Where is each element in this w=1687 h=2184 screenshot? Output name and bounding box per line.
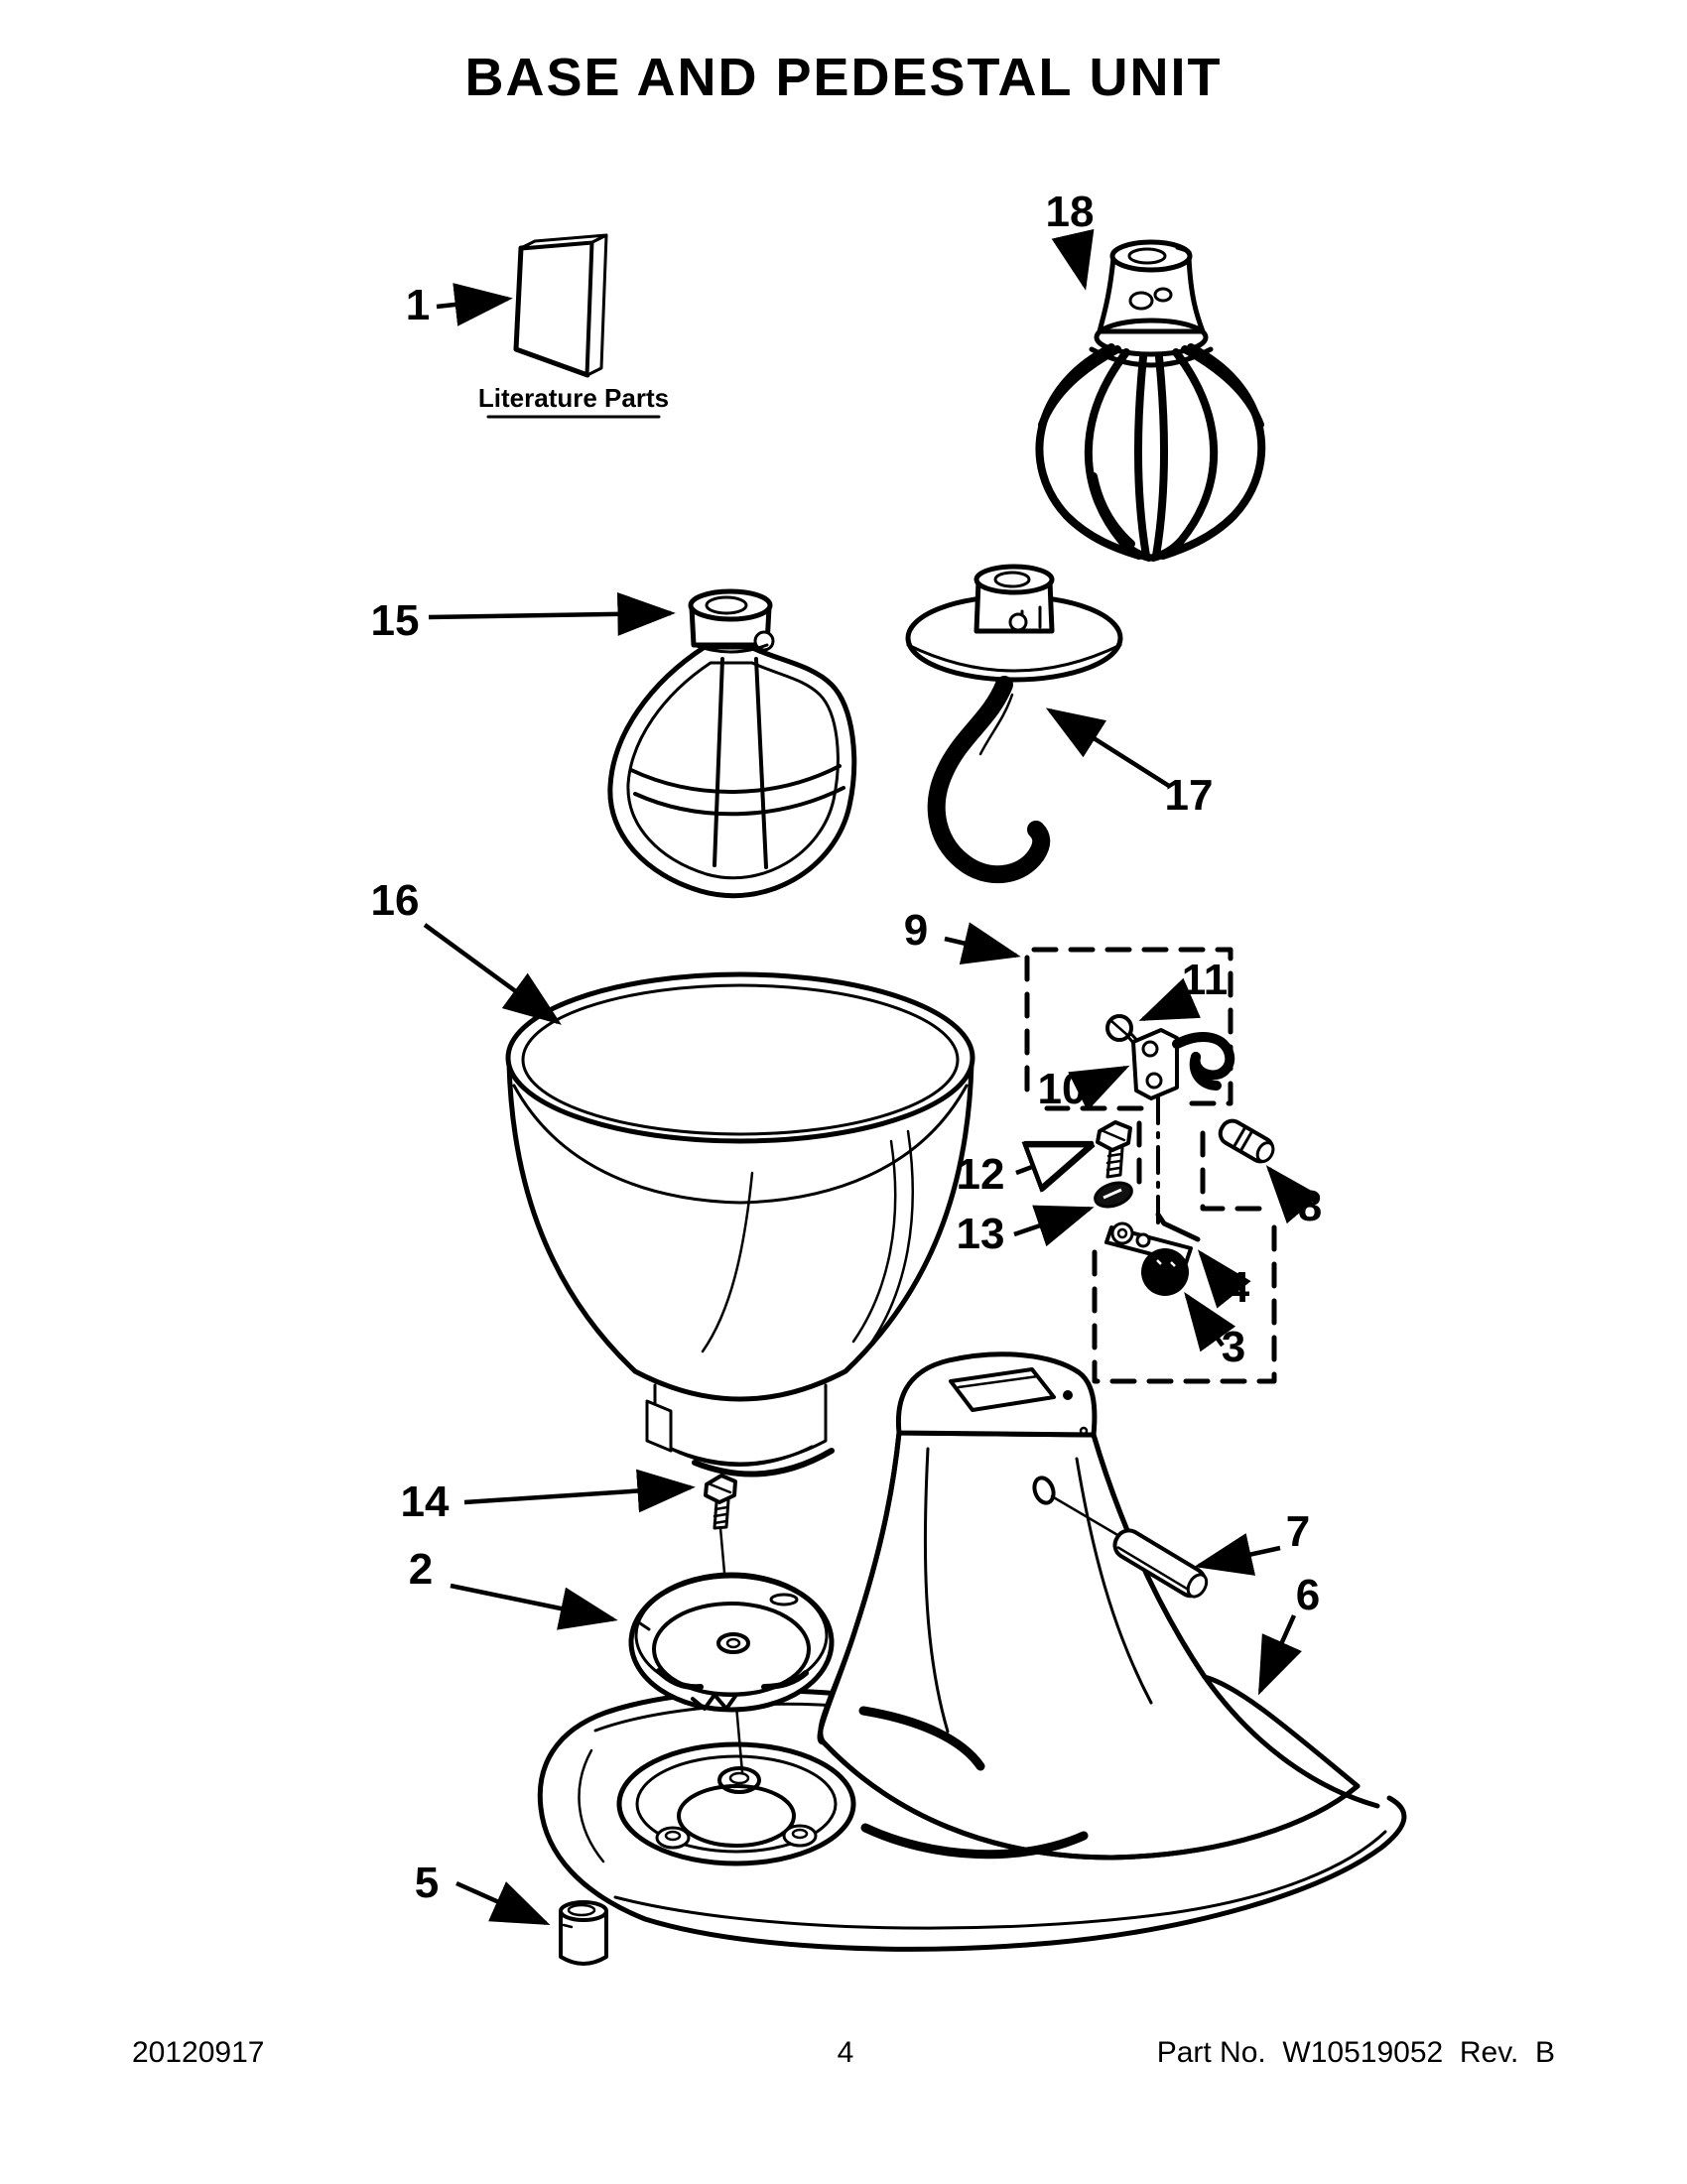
callout-4	[1201, 1253, 1250, 1312]
callout-7	[1199, 1507, 1310, 1566]
part-18-wire-whip	[1039, 242, 1261, 558]
svg-text:13: 13	[956, 1210, 1005, 1258]
footer-part-info: Part No. W10519052 Rev. B	[1156, 2036, 1555, 2069]
callout-13	[957, 1209, 1090, 1258]
svg-text:11: 11	[1181, 956, 1229, 1004]
part-10-hinge-bracket	[1133, 1030, 1230, 1098]
callout-8	[1269, 1169, 1322, 1230]
part-2-trim-plate	[631, 1575, 832, 1710]
callout-17	[1050, 710, 1213, 820]
footer-page-number: 4	[837, 2036, 854, 2069]
callout-14	[401, 1477, 691, 1526]
callout-1	[406, 281, 508, 329]
callout-16	[371, 876, 558, 1022]
svg-text:9: 9	[903, 906, 929, 955]
svg-text:16: 16	[370, 876, 420, 925]
page-title: BASE AND PEDESTAL UNIT	[464, 48, 1223, 107]
part-3-ball-knob	[1141, 1248, 1189, 1296]
svg-text:12: 12	[956, 1150, 1005, 1199]
callout-10	[1038, 1065, 1125, 1113]
part-17-dough-hook	[908, 567, 1120, 874]
svg-text:10: 10	[1037, 1065, 1087, 1113]
svg-text:3: 3	[1221, 1323, 1246, 1371]
part-12-screw	[1098, 1122, 1130, 1177]
part-1-literature-booklet	[478, 235, 669, 417]
callout-11	[1143, 956, 1228, 1019]
svg-text:15: 15	[370, 596, 420, 645]
callout-9	[904, 906, 1016, 956]
callout-12	[957, 1146, 1088, 1199]
part-5-foot	[561, 1902, 606, 1964]
callout-6	[1260, 1571, 1320, 1691]
svg-text:18: 18	[1045, 188, 1095, 236]
callout-2	[409, 1545, 613, 1619]
literature-caption: Literature Parts	[477, 383, 670, 413]
svg-text:4: 4	[1225, 1263, 1250, 1312]
part-15-flat-beater	[610, 591, 854, 896]
svg-text:2: 2	[408, 1545, 434, 1594]
svg-text:14: 14	[400, 1477, 450, 1526]
callout-15	[371, 596, 671, 645]
svg-text:5: 5	[414, 1859, 440, 1907]
svg-text:6: 6	[1295, 1571, 1321, 1619]
footer-date-code: 20120917	[132, 2036, 265, 2069]
svg-text:1: 1	[405, 281, 431, 329]
svg-text:17: 17	[1164, 771, 1214, 820]
svg-text:7: 7	[1285, 1507, 1311, 1556]
part-13-washer	[1093, 1179, 1135, 1212]
callout-5	[415, 1859, 546, 1923]
part-8-pin	[1217, 1117, 1277, 1166]
callout-18	[1046, 188, 1095, 286]
svg-text:8: 8	[1297, 1182, 1323, 1230]
